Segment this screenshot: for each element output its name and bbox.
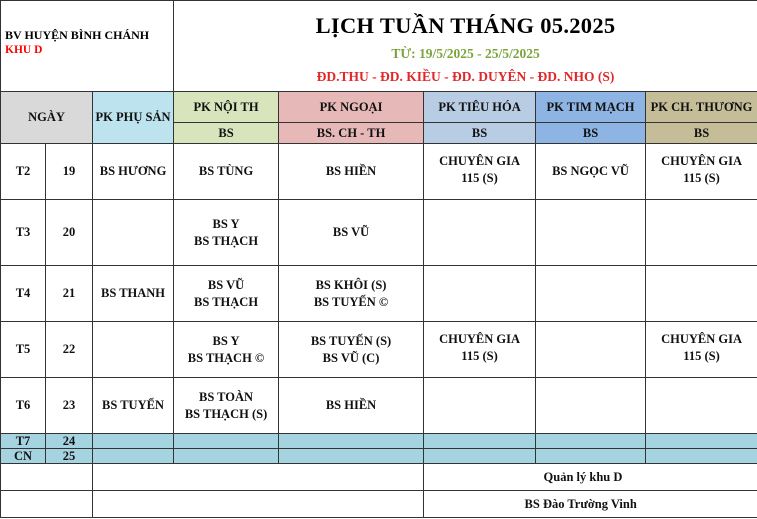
date-cell: 22 — [46, 322, 93, 378]
ngoai-column-header: PK NGOẠI — [279, 92, 424, 123]
ch-thuong-cell — [646, 322, 757, 378]
schedule-row-t3 — [1, 200, 757, 266]
ch-thuong-cell — [646, 266, 757, 322]
ch-thuong-cell — [646, 378, 757, 434]
hospital-name: BV HUYỆN BÌNH CHÁNH — [5, 28, 150, 42]
phu-san-cell — [93, 200, 174, 266]
ngoai-cell — [279, 266, 424, 322]
ngoai-cell — [279, 144, 424, 200]
noi-th-cell — [174, 322, 279, 378]
ch-thuong-cell — [646, 144, 757, 200]
tim-mach-cell — [536, 378, 646, 434]
doctor-name: BS TUYẾN (S) — [310, 333, 392, 348]
column-header-row — [1, 92, 757, 123]
doctor-name: BS TOÀN — [198, 389, 254, 404]
nurse-list: ĐD.THU - ĐD. KIỀU - ĐD. DUYÊN - ĐD. NHO (S) — [316, 68, 615, 84]
schedule-row-t6 — [1, 378, 757, 434]
phu-san-cell — [93, 322, 174, 378]
date-cell: 20 — [46, 200, 93, 266]
tieu-hoa-cell — [424, 144, 536, 200]
day-cell: T5 — [1, 322, 46, 378]
specialist-label: CHUYÊN GIA — [439, 154, 520, 168]
phu-san-cell: BS THANH — [93, 266, 174, 322]
signature-role: Quản lý khu D — [536, 464, 757, 491]
doctor-name: BS TUYẾN © — [313, 294, 389, 309]
doctor-name: BS Y — [212, 216, 240, 231]
doctor-name: BS THẠCH (S) — [184, 406, 268, 421]
doctor-name: BS VŨ (C) — [322, 350, 380, 365]
tieu-hoa-column-header: PK TIÊU HÓA — [424, 92, 536, 123]
ch-thuong-cell — [646, 200, 757, 266]
tim-mach-cell — [536, 200, 646, 266]
doctor-name: BS Y — [212, 333, 240, 348]
schedule-row-cn — [1, 449, 757, 464]
specialist-detail: 115 (S) — [683, 170, 720, 185]
specialist-detail: 115 (S) — [461, 170, 498, 185]
tim-mach-subheader: BS — [536, 123, 646, 144]
doctor-name: BS KHÔI (S) — [315, 277, 387, 292]
specialist-detail: 115 (S) — [461, 348, 498, 363]
signature-name: BS Đào Trường Vinh — [525, 491, 747, 518]
ngoai-cell — [279, 378, 424, 434]
doctor-name: BS NGỌC VŨ — [552, 164, 629, 179]
doctor-name: BS VŨ — [332, 225, 370, 240]
tieu-hoa-cell — [424, 266, 536, 322]
ngoai-cell — [279, 200, 424, 266]
doctor-name: BS THẠCH — [194, 233, 259, 248]
schedule-row-t5 — [1, 322, 757, 378]
organization-cell — [1, 1, 174, 92]
phu-san-cell: BS TUYẾN — [93, 378, 174, 434]
specialist-detail: 115 (S) — [683, 348, 720, 363]
doctor-name: BS THẠCH © — [187, 350, 265, 365]
tim-mach-cell — [536, 266, 646, 322]
noi-th-column-header: PK NỘI TH — [174, 92, 279, 123]
noi-th-subheader: BS — [174, 123, 279, 144]
day-cell: T3 — [1, 200, 46, 266]
doctor-name: BS HIỀN — [325, 164, 377, 179]
area-label: KHU D — [5, 44, 43, 57]
day-cell: T6 — [1, 378, 46, 434]
day-cell: T2 — [1, 144, 46, 200]
date-range: TỪ: 19/5/2025 - 25/5/2025 — [391, 46, 540, 62]
schedule-row-t7 — [1, 434, 757, 449]
tim-mach-column-header: PK TIM MẠCH — [536, 92, 646, 123]
specialist-label: CHUYÊN GIA — [439, 332, 520, 346]
tieu-hoa-cell — [424, 200, 536, 266]
tim-mach-cell — [536, 144, 646, 200]
day-cell: CN — [1, 449, 46, 464]
signature-name-row — [1, 491, 757, 518]
date-cell: 25 — [46, 449, 93, 464]
day-column-header: NGÀY — [1, 92, 93, 144]
tieu-hoa-cell — [424, 322, 536, 378]
date-cell: 23 — [46, 378, 93, 434]
day-cell: T4 — [1, 266, 46, 322]
date-cell: 21 — [46, 266, 93, 322]
doctor-name: BS HIỀN — [325, 398, 377, 413]
schedule-row-t4 — [1, 266, 757, 322]
noi-th-cell — [174, 144, 279, 200]
ngoai-cell — [279, 322, 424, 378]
page-title: LỊCH TUẦN THÁNG 05.2025 — [315, 13, 616, 38]
tieu-hoa-subheader: BS — [424, 123, 536, 144]
noi-th-cell — [174, 200, 279, 266]
doctor-name: BS VŨ — [207, 277, 245, 292]
specialist-label: CHUYÊN GIA — [661, 154, 742, 168]
signature-role-row — [1, 464, 757, 491]
day-cell: T7 — [1, 434, 46, 449]
title-cell — [174, 1, 757, 92]
schedule-row-t2 — [1, 144, 757, 200]
doctor-name: BS TÙNG — [198, 164, 254, 179]
noi-th-cell — [174, 266, 279, 322]
ch-thuong-column-header: PK CH. THƯƠNG — [646, 92, 757, 123]
tieu-hoa-cell — [424, 378, 536, 434]
tim-mach-cell — [536, 322, 646, 378]
doctor-name: BS THẠCH — [194, 294, 259, 309]
phu-san-cell: BS HƯƠNG — [93, 144, 174, 200]
ngoai-subheader: BS. CH - TH — [279, 123, 424, 144]
date-cell: 19 — [46, 144, 93, 200]
noi-th-cell — [174, 378, 279, 434]
specialist-label: CHUYÊN GIA — [661, 332, 742, 346]
phu-san-column-header: PK PHỤ SẢN — [93, 92, 174, 144]
header-row — [1, 1, 757, 92]
date-cell: 24 — [46, 434, 93, 449]
ch-thuong-subheader: BS — [646, 123, 757, 144]
